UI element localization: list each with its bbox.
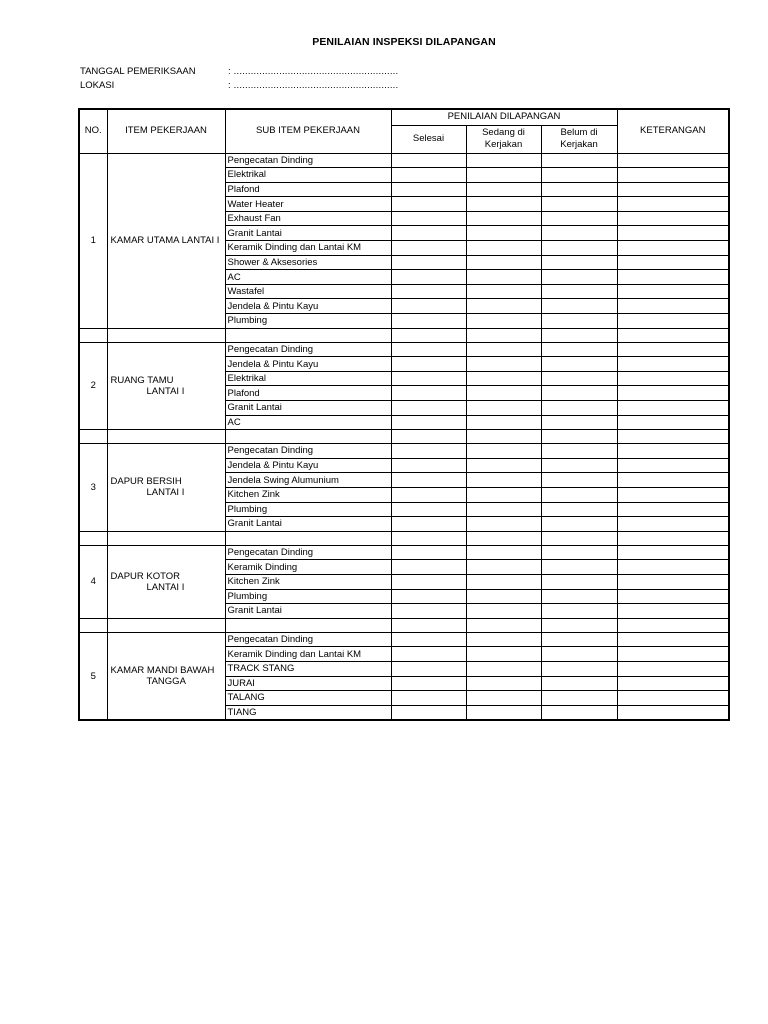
notes-cell[interactable] [617, 458, 729, 473]
item-name-line2: LANTAI I [146, 385, 185, 397]
in-progress-cell[interactable] [466, 357, 541, 372]
item-name-line1: RUANG TAMU [110, 374, 174, 386]
in-progress-cell[interactable] [466, 647, 541, 662]
notes-cell[interactable] [617, 415, 729, 430]
done-cell[interactable] [391, 415, 466, 430]
not-done-cell[interactable] [541, 182, 617, 197]
sub-item-name: Wastafel [225, 284, 391, 299]
in-progress-cell[interactable] [466, 444, 541, 459]
in-progress-cell[interactable] [466, 574, 541, 589]
sub-item-name: AC [225, 415, 391, 430]
done-cell[interactable] [391, 604, 466, 619]
header-in-progress-line2: Kerjakan [484, 139, 523, 150]
in-progress-cell[interactable] [466, 371, 541, 386]
sub-item-name: Plafond [225, 386, 391, 401]
not-done-cell[interactable] [541, 473, 617, 488]
done-cell[interactable] [391, 560, 466, 575]
in-progress-cell[interactable] [466, 314, 541, 329]
sub-item-name: Water Heater [225, 197, 391, 212]
not-done-cell[interactable] [541, 691, 617, 706]
empty-cell[interactable] [466, 430, 541, 444]
inspection-date-field[interactable]: : .......................................................... [228, 66, 399, 77]
sub-item-name: Keramik Dinding dan Lantai KM [225, 647, 391, 662]
notes-cell[interactable] [617, 676, 729, 691]
not-done-cell[interactable] [541, 647, 617, 662]
inspection-table-body [79, 153, 729, 720]
not-done-cell[interactable] [541, 168, 617, 183]
empty-cell[interactable] [107, 531, 225, 545]
sub-item-name: Jendela Swing Alumunium [225, 473, 391, 488]
done-cell[interactable] [391, 444, 466, 459]
in-progress-cell[interactable] [466, 270, 541, 285]
sub-item-name: Granit Lantai [225, 226, 391, 241]
done-cell[interactable] [391, 153, 466, 168]
done-cell[interactable] [391, 270, 466, 285]
notes-cell[interactable] [617, 632, 729, 647]
item-number: 2 [79, 342, 107, 430]
not-done-cell[interactable] [541, 153, 617, 168]
sub-item-name: Granit Lantai [225, 401, 391, 416]
not-done-cell[interactable] [541, 545, 617, 560]
done-cell[interactable] [391, 473, 466, 488]
sub-item-name: Shower & Aksesories [225, 255, 391, 270]
not-done-cell[interactable] [541, 632, 617, 647]
empty-cell[interactable] [466, 328, 541, 342]
in-progress-cell[interactable] [466, 284, 541, 299]
in-progress-cell[interactable] [466, 211, 541, 226]
notes-cell[interactable] [617, 314, 729, 329]
in-progress-cell[interactable] [466, 415, 541, 430]
sub-item-name: Pengecatan Dinding [225, 153, 391, 168]
in-progress-cell[interactable] [466, 342, 541, 357]
header-not-done-line2: Kerjakan [560, 139, 598, 150]
notes-cell[interactable] [617, 168, 729, 183]
done-cell[interactable] [391, 545, 466, 560]
item-name-line1: KAMAR MANDI BAWAH [110, 665, 215, 676]
sub-item-name: JURAI [225, 676, 391, 691]
notes-cell[interactable] [617, 371, 729, 386]
notes-cell[interactable] [617, 604, 729, 619]
notes-cell[interactable] [617, 153, 729, 168]
not-done-cell[interactable] [541, 371, 617, 386]
empty-cell[interactable] [107, 328, 225, 342]
header-item: ITEM PEKERJAAN [107, 109, 225, 153]
empty-cell[interactable] [391, 618, 466, 632]
sub-item-name: Plumbing [225, 502, 391, 517]
notes-cell[interactable] [617, 401, 729, 416]
notes-cell[interactable] [617, 691, 729, 706]
sub-item-name: Kitchen Zink [225, 574, 391, 589]
table-row [79, 153, 729, 168]
header-not-done [541, 125, 617, 153]
sub-item-name: AC [225, 270, 391, 285]
notes-cell[interactable] [617, 197, 729, 212]
empty-cell[interactable] [79, 618, 107, 632]
not-done-cell[interactable] [541, 342, 617, 357]
not-done-cell[interactable] [541, 241, 617, 256]
done-cell[interactable] [391, 342, 466, 357]
sub-item-name: TIANG [225, 705, 391, 720]
in-progress-cell[interactable] [466, 661, 541, 676]
sub-item-name: Exhaust Fan [225, 211, 391, 226]
empty-cell[interactable] [391, 430, 466, 444]
inspection-date-row [80, 66, 398, 77]
done-cell[interactable] [391, 255, 466, 270]
item-name-line2: LANTAI I [146, 581, 185, 593]
empty-cell[interactable] [107, 618, 225, 632]
done-cell[interactable] [391, 691, 466, 706]
empty-cell[interactable] [79, 328, 107, 342]
in-progress-cell[interactable] [466, 705, 541, 720]
notes-cell[interactable] [617, 270, 729, 285]
empty-cell[interactable] [391, 328, 466, 342]
in-progress-cell[interactable] [466, 401, 541, 416]
inspection-table [78, 108, 730, 721]
table-row [79, 545, 729, 560]
done-cell[interactable] [391, 241, 466, 256]
in-progress-cell[interactable] [466, 226, 541, 241]
done-cell[interactable] [391, 401, 466, 416]
not-done-cell[interactable] [541, 487, 617, 502]
item-name-line2: TANGGA [146, 676, 186, 687]
done-cell[interactable] [391, 502, 466, 517]
sub-item-name: Plumbing [225, 589, 391, 604]
item-number: 3 [79, 444, 107, 532]
item-number: 4 [79, 545, 107, 618]
done-cell[interactable] [391, 574, 466, 589]
notes-cell[interactable] [617, 342, 729, 357]
in-progress-cell[interactable] [466, 299, 541, 314]
empty-cell[interactable] [79, 430, 107, 444]
sub-item-name: Plafond [225, 182, 391, 197]
notes-cell[interactable] [617, 386, 729, 401]
header-done: Selesai [391, 125, 466, 153]
in-progress-cell[interactable] [466, 487, 541, 502]
notes-cell[interactable] [617, 255, 729, 270]
item-number: 5 [79, 632, 107, 720]
empty-cell[interactable] [541, 618, 617, 632]
not-done-cell[interactable] [541, 676, 617, 691]
header-sub-item: SUB ITEM PEKERJAAN [225, 109, 391, 153]
done-cell[interactable] [391, 299, 466, 314]
in-progress-cell[interactable] [466, 560, 541, 575]
sub-item-name: Granit Lantai [225, 517, 391, 532]
not-done-cell[interactable] [541, 211, 617, 226]
item-name-line1: KAMAR UTAMA LANTAI I [110, 235, 220, 247]
notes-cell[interactable] [617, 444, 729, 459]
notes-cell[interactable] [617, 647, 729, 662]
not-done-cell[interactable] [541, 589, 617, 604]
sub-item-name: Pengecatan Dinding [225, 342, 391, 357]
done-cell[interactable] [391, 371, 466, 386]
table-row [79, 342, 729, 357]
empty-cell[interactable] [466, 618, 541, 632]
empty-cell[interactable] [541, 531, 617, 545]
empty-cell[interactable] [617, 618, 729, 632]
empty-cell[interactable] [466, 531, 541, 545]
empty-cell[interactable] [107, 430, 225, 444]
sub-item-name: Keramik Dinding [225, 560, 391, 575]
done-cell[interactable] [391, 647, 466, 662]
not-done-cell[interactable] [541, 661, 617, 676]
sub-item-name: Pengecatan Dinding [225, 545, 391, 560]
in-progress-cell[interactable] [466, 517, 541, 532]
separator-row [79, 328, 729, 342]
in-progress-cell[interactable] [466, 473, 541, 488]
table-row [79, 632, 729, 647]
not-done-cell[interactable] [541, 386, 617, 401]
in-progress-cell[interactable] [466, 241, 541, 256]
item-name [107, 444, 225, 532]
done-cell[interactable] [391, 357, 466, 372]
in-progress-cell[interactable] [466, 255, 541, 270]
not-done-cell[interactable] [541, 314, 617, 329]
done-cell[interactable] [391, 284, 466, 299]
header-in-progress-line1: Sedang di [482, 127, 525, 138]
done-cell[interactable] [391, 458, 466, 473]
in-progress-cell[interactable] [466, 676, 541, 691]
sub-item-name: Granit Lantai [225, 604, 391, 619]
location-label: LOKASI [80, 80, 115, 91]
in-progress-cell[interactable] [466, 604, 541, 619]
empty-cell[interactable] [541, 328, 617, 342]
sub-item-name: Elektrikal [225, 371, 391, 386]
not-done-cell[interactable] [541, 197, 617, 212]
notes-cell[interactable] [617, 182, 729, 197]
not-done-cell[interactable] [541, 517, 617, 532]
in-progress-cell[interactable] [466, 458, 541, 473]
in-progress-cell[interactable] [466, 197, 541, 212]
empty-cell[interactable] [541, 430, 617, 444]
done-cell[interactable] [391, 211, 466, 226]
header-no: NO. [79, 109, 107, 153]
item-name [107, 545, 225, 618]
notes-cell[interactable] [617, 241, 729, 256]
empty-cell[interactable] [225, 618, 391, 632]
notes-cell[interactable] [617, 574, 729, 589]
done-cell[interactable] [391, 517, 466, 532]
location-field[interactable]: : .......................................................... [228, 80, 399, 91]
in-progress-cell[interactable] [466, 632, 541, 647]
notes-cell[interactable] [617, 661, 729, 676]
in-progress-cell[interactable] [466, 386, 541, 401]
separator-row [79, 531, 729, 545]
notes-cell[interactable] [617, 502, 729, 517]
location-row [80, 80, 398, 91]
header-notes: KETERANGAN [617, 109, 729, 153]
in-progress-cell[interactable] [466, 691, 541, 706]
notes-cell[interactable] [617, 357, 729, 372]
done-cell[interactable] [391, 661, 466, 676]
header-not-done-line1: Belum di [560, 127, 598, 138]
item-name-line1: DAPUR KOTOR [110, 570, 181, 582]
header-assessment: PENILAIAN DILAPANGAN [391, 109, 617, 125]
empty-cell[interactable] [225, 430, 391, 444]
item-name-line2: LANTAI I [146, 487, 185, 499]
not-done-cell[interactable] [541, 284, 617, 299]
not-done-cell[interactable] [541, 502, 617, 517]
empty-cell[interactable] [391, 531, 466, 545]
not-done-cell[interactable] [541, 574, 617, 589]
item-name [107, 342, 225, 430]
sub-item-name: Pengecatan Dinding [225, 632, 391, 647]
done-cell[interactable] [391, 632, 466, 647]
sub-item-name: Pengecatan Dinding [225, 444, 391, 459]
not-done-cell[interactable] [541, 270, 617, 285]
done-cell[interactable] [391, 182, 466, 197]
not-done-cell[interactable] [541, 415, 617, 430]
done-cell[interactable] [391, 226, 466, 241]
done-cell[interactable] [391, 314, 466, 329]
notes-cell[interactable] [617, 226, 729, 241]
sub-item-name: Keramik Dinding dan Lantai KM [225, 241, 391, 256]
table-row [79, 444, 729, 459]
not-done-cell[interactable] [541, 401, 617, 416]
done-cell[interactable] [391, 705, 466, 720]
not-done-cell[interactable] [541, 604, 617, 619]
in-progress-cell[interactable] [466, 589, 541, 604]
header-in-progress [466, 125, 541, 153]
in-progress-cell[interactable] [466, 502, 541, 517]
sub-item-name: Kitchen Zink [225, 487, 391, 502]
item-number: 1 [79, 153, 107, 328]
inspection-date-label: TANGGAL PEMERIKSAAN [80, 66, 196, 77]
in-progress-cell[interactable] [466, 153, 541, 168]
sub-item-name: Plumbing [225, 314, 391, 329]
page-title: PENILAIAN INSPEKSI DILAPANGAN [312, 36, 496, 48]
done-cell[interactable] [391, 589, 466, 604]
done-cell[interactable] [391, 386, 466, 401]
notes-cell[interactable] [617, 705, 729, 720]
not-done-cell[interactable] [541, 357, 617, 372]
not-done-cell[interactable] [541, 458, 617, 473]
not-done-cell[interactable] [541, 299, 617, 314]
not-done-cell[interactable] [541, 705, 617, 720]
done-cell[interactable] [391, 197, 466, 212]
empty-cell[interactable] [225, 531, 391, 545]
notes-cell[interactable] [617, 560, 729, 575]
not-done-cell[interactable] [541, 444, 617, 459]
empty-cell[interactable] [617, 531, 729, 545]
notes-cell[interactable] [617, 517, 729, 532]
notes-cell[interactable] [617, 545, 729, 560]
empty-cell[interactable] [225, 328, 391, 342]
item-name [107, 153, 225, 328]
in-progress-cell[interactable] [466, 168, 541, 183]
item-name-line1: DAPUR BERSIH [110, 476, 182, 488]
not-done-cell[interactable] [541, 560, 617, 575]
empty-cell[interactable] [617, 328, 729, 342]
done-cell[interactable] [391, 487, 466, 502]
done-cell[interactable] [391, 168, 466, 183]
notes-cell[interactable] [617, 211, 729, 226]
empty-cell[interactable] [79, 531, 107, 545]
notes-cell[interactable] [617, 487, 729, 502]
in-progress-cell[interactable] [466, 182, 541, 197]
notes-cell[interactable] [617, 299, 729, 314]
empty-cell[interactable] [617, 430, 729, 444]
done-cell[interactable] [391, 676, 466, 691]
notes-cell[interactable] [617, 589, 729, 604]
sub-item-name: TRACK STANG [225, 661, 391, 676]
item-name [107, 632, 225, 720]
separator-row [79, 618, 729, 632]
not-done-cell[interactable] [541, 226, 617, 241]
sub-item-name: Elektrikal [225, 168, 391, 183]
sub-item-name: TALANG [225, 691, 391, 706]
separator-row [79, 430, 729, 444]
not-done-cell[interactable] [541, 255, 617, 270]
notes-cell[interactable] [617, 473, 729, 488]
sub-item-name: Jendela & Pintu Kayu [225, 299, 391, 314]
sub-item-name: Jendela & Pintu Kayu [225, 357, 391, 372]
sub-item-name: Jendela & Pintu Kayu [225, 458, 391, 473]
in-progress-cell[interactable] [466, 545, 541, 560]
notes-cell[interactable] [617, 284, 729, 299]
